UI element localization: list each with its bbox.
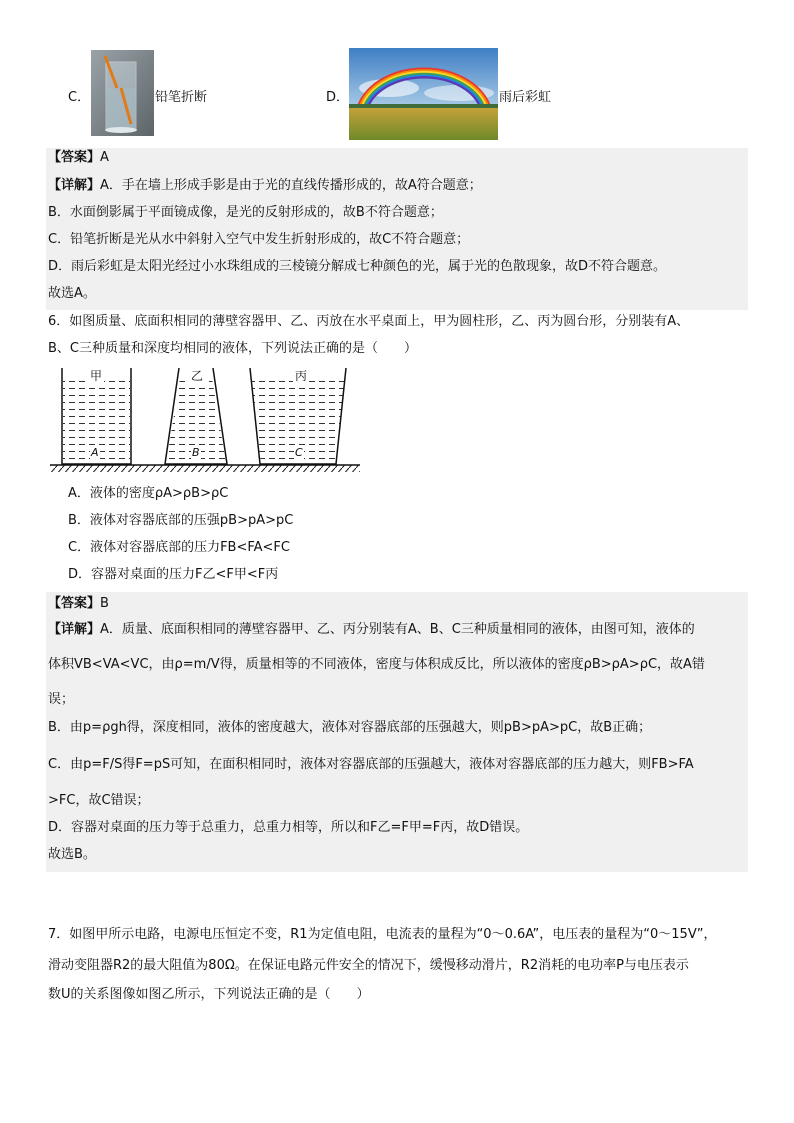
option-d-caption: 雨后彩虹 [499,90,552,105]
detail-label: 【详解】 [48,178,101,193]
q7-line3: 数U的关系图像如图乙所示，下列说法正确的是（ ） [48,987,370,1002]
q6-detail-d: D．容器对桌面的压力等于总重力，总重力相等，所以和F乙=F甲=F丙，故D错误。 [48,820,529,835]
q6-detail-a2: 体积VB<VA<VC，由ρ=m/V得，质量相等的不同液体，密度与体积成反比，所以液体的密度ρB>ρA>ρC，故A错 [48,657,705,672]
q6-option-d: D．容器对桌面的压力F乙<F甲<F丙 [68,567,279,582]
detail-line-d: D．雨后彩虹是太阳光经过小水珠组成的三棱镜分解成七种颜色的光，属于光的色散现象，故D不符合题意。 [48,259,667,274]
q7-line1: 7．如图甲所示电路，电源电压恒定不变，R1为定值电阻，电流表的量程为“0～0.6A”，电压表的量程为“0～15V”， [48,927,717,942]
rainbow-image [349,48,498,140]
answer-label: 【答案】 [48,596,101,611]
detail-text: A．质量、底面积相同的薄壁容器甲、乙、丙分别装有A、B、C三种质量相同的液体，由图可知，液体的 [100,622,695,637]
q6-option-a: A．液体的密度ρA>ρB>ρC [68,486,229,501]
detail-line-b: B．水面倒影属于平面镜成像，是光的反射形成的，故B不符合题意； [48,205,443,220]
answer-line-q5 [48,148,109,168]
label-jia: 甲 [90,369,103,383]
q6-option-c: C．液体对容器底部的压力FB<FA<FC [68,540,290,555]
containers-figure [48,364,364,474]
conclusion-q5: 故选A。 [48,286,96,301]
q6-detail-a3: 误； [48,692,75,707]
q6-stem-line2: B、C三种质量和深度均相同的液体，下列说法正确的是（ ） [48,341,417,356]
option-c-caption: 铅笔折断 [155,90,208,105]
q7-line2: 滑动变阻器R2的最大阻值为80Ω。在保证电路元件安全的情况下，缓慢移动滑片，R2消耗的电功率P与电压表示 [48,958,689,973]
option-c-letter: C． [68,90,91,105]
answer-value: B [100,596,109,611]
answer-block-q5 [46,148,748,310]
q6-stem-line1: 6．如图质量、底面积相同的薄壁容器甲、乙、丙放在水平桌面上，甲为圆柱形，乙、丙为圆台形，分别装有A、 [48,314,690,329]
q6-detail-c2: >FC，故C错误； [48,793,150,808]
detail-line-a [48,176,482,196]
q6-detail-c1: C．由p=F/S得F=pS可知，在面积相同时，液体对容器底部的压强越大，液体对容器底部的压力越大，则FB>FA [48,757,694,772]
detail-label: 【详解】 [48,622,101,637]
label-bing: 丙 [295,369,308,383]
detail-text: A．手在墙上形成手影是由于光的直线传播形成的，故A符合题意； [100,178,482,193]
conclusion-q6: 故选B。 [48,847,96,862]
answer-value: A [100,150,109,165]
liquid-label-a: A [91,446,99,459]
q6-option-b: B．液体对容器底部的压强pB>pA>pC [68,513,294,528]
option-d-letter: D． [326,90,350,105]
label-yi: 乙 [191,369,204,383]
detail-line-c: C．铅笔折断是光从水中斜射入空气中发生折射形成的，故C不符合题意； [48,232,470,247]
q6-detail-b: B．由p=ρgh得，深度相同，液体的密度越大，液体对容器底部的压强越大，则pB>pA>pC，故B正确； [48,720,652,735]
q6-detail-a1 [48,620,695,640]
answer-line-q6 [48,594,109,614]
liquid-label-b: B [192,446,200,459]
answer-label: 【答案】 [48,150,101,165]
pencil-in-water-image [91,50,154,136]
liquid-label-c: C [295,446,303,459]
